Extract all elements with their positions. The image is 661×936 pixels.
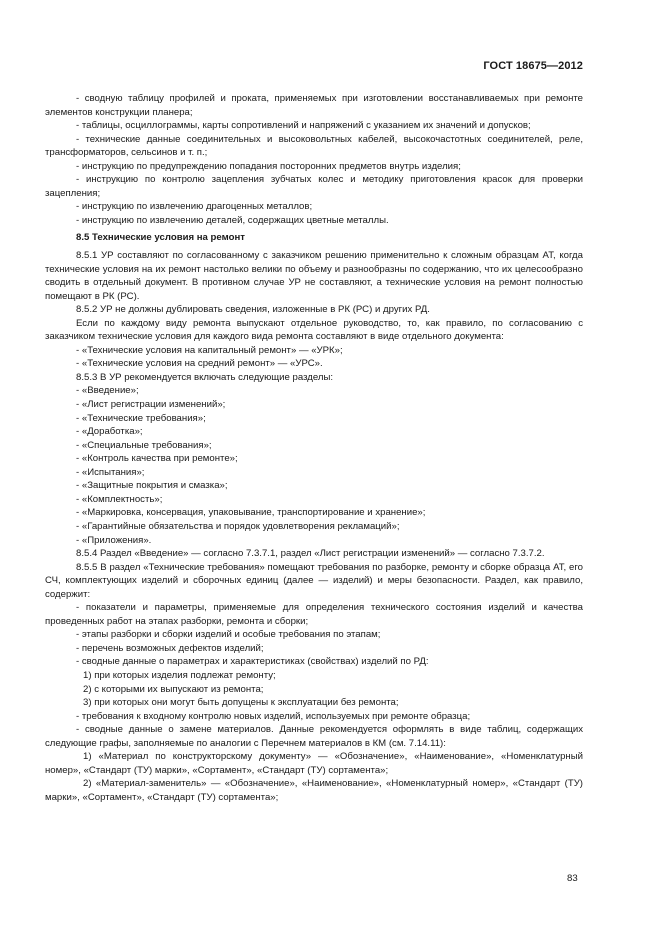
list-item: - инструкцию по контролю зацепления зубчатых колес и методику приготовления красок для проверки зацепления; — [45, 174, 583, 199]
list-item: - «Защитные покрытия и смазка»; — [76, 480, 228, 492]
list-item: - «Комплектность»; — [76, 493, 163, 505]
list-item: - этапы разборки и сборки изделий и особые требования по этапам; — [76, 629, 381, 641]
list-item: 1) при которых изделия подлежат ремонту; — [83, 669, 276, 681]
list-item: - «Введение»; — [76, 385, 139, 397]
list-item: - «Приложения». — [76, 534, 152, 546]
document-body — [45, 92, 583, 804]
list-item: - «Технические условия на средний ремонт» — «УРС». — [76, 358, 323, 370]
list-item: - «Технические требования»; — [76, 412, 206, 424]
list-item: - технические данные соединительных и высоковольтных кабелей, высокочастотных соединителей, реле, трансформаторов, сельсинов и т. п.; — [45, 133, 583, 159]
list-item: - «Контроль качества при ремонте»; — [76, 453, 238, 465]
list-item: - «Гарантийные обязательства и порядок удовлетворения рекламаций»; — [76, 520, 400, 532]
document-code-header: ГОСТ 18675—2012 — [483, 60, 583, 72]
list-item: - «Специальные требования»; — [76, 439, 212, 451]
list-item: - «Испытания»; — [76, 466, 145, 478]
list-item: - требования к входному контролю новых изделий, используемых при ремонте образца; — [76, 710, 471, 722]
list-item: - инструкцию по извлечению деталей, содержащих цветные металлы. — [76, 214, 389, 226]
list-item: - «Маркировка, консервация, упаковывание, транспортирование и хранение»; — [76, 507, 426, 519]
paragraph: 8.5.2 УР не должны дублировать сведения, изложенные в РК (РС) и других РД. — [76, 304, 430, 316]
list-item: - инструкцию по предупреждению попадания посторонних предметов внутрь изделия; — [76, 160, 461, 172]
list-item: - сводные данные о замене материалов. Данные рекомендуется оформлять в виде таблиц, содержащих следующие графы, заполняемые по аналогии с Перечнем материалов в КМ (см. 7.14.11): — [45, 724, 583, 749]
paragraph: 8.5.3 В УР рекомендуется включать следующие разделы: — [76, 371, 334, 383]
paragraph: 8.5.4 Раздел «Введение» — согласно 7.3.7.1, раздел «Лист регистрации изменений» — согласно 7.3.7.2. — [76, 548, 545, 560]
paragraph: Если по каждому виду ремонта выпускают отдельное руководство, то, как правило, по согласованию с заказчиком технические условия для каждого вида ремонта составляют в виде отдельного документа: — [45, 317, 583, 343]
list-item: 3) при которых они могут быть допущены к эксплуатации без ремонта; — [83, 697, 399, 709]
list-item: - «Технические условия на капитальный ремонт» — «УРК»; — [76, 344, 343, 356]
paragraph: 8.5.1 УР составляют по согласованному с заказчиком решению применительно к сложным образцам АТ, когда технические условия на их ремонт настолько велики по объему и разнообразны по содержанию, что их целесообразно сводить в отдельный документ. В противном случае УР не составляют, а технические условия на ремонт полностью помещают в РК (РС). — [45, 250, 583, 302]
list-item: 2) «Материал-заменитель» — «Обозначение», «Наименование», «Номенклатурный номер», «Стандарт (ТУ) марки», «Сортамент», «Стандарт (ТУ) сортамента»; — [45, 778, 583, 803]
list-item: - инструкцию по извлечению драгоценных металлов; — [76, 201, 313, 213]
list-item: - таблицы, осциллограммы, карты сопротивлений и напряжений с указанием их значений и допусков; — [76, 120, 531, 132]
list-item: - сводные данные о параметрах и характеристиках (свойствах) изделий по РД: — [76, 656, 429, 668]
list-item: - перечень возможных дефектов изделий; — [76, 642, 264, 654]
section-heading: 8.5 Технические условия на ремонт — [76, 232, 245, 244]
list-item: 2) с которыми их выпускают из ремонта; — [83, 683, 264, 695]
list-item: - показатели и параметры, применяемые для определения технического состояния изделий и качества проведенных работ на этапах разборки, ремонта и сборки; — [45, 602, 583, 627]
list-item: - сводную таблицу профилей и проката, применяемых при изготовлении восстанавливаемых при ремонте элементов конструкции планера; — [45, 93, 583, 118]
paragraph: 8.5.5 В раздел «Технические требования» помещают требования по разборке, ремонту и сборке образца АТ, его СЧ, комплектующих изделий и сборочных единиц (далее — изделий) и меры безопасности. Раздел, как правило, содержит: — [45, 561, 583, 600]
list-item: 1) «Материал по конструкторскому документу» — «Обозначение», «Наименование», «Номенклатурный номер», «Стандарт (ТУ) марки», «Сортамент», «Стандарт (ТУ) сортамента»; — [45, 751, 583, 776]
page-number: 83 — [567, 873, 578, 884]
list-item: - «Лист регистрации изменений»; — [76, 399, 226, 411]
list-item: - «Доработка»; — [76, 426, 143, 438]
